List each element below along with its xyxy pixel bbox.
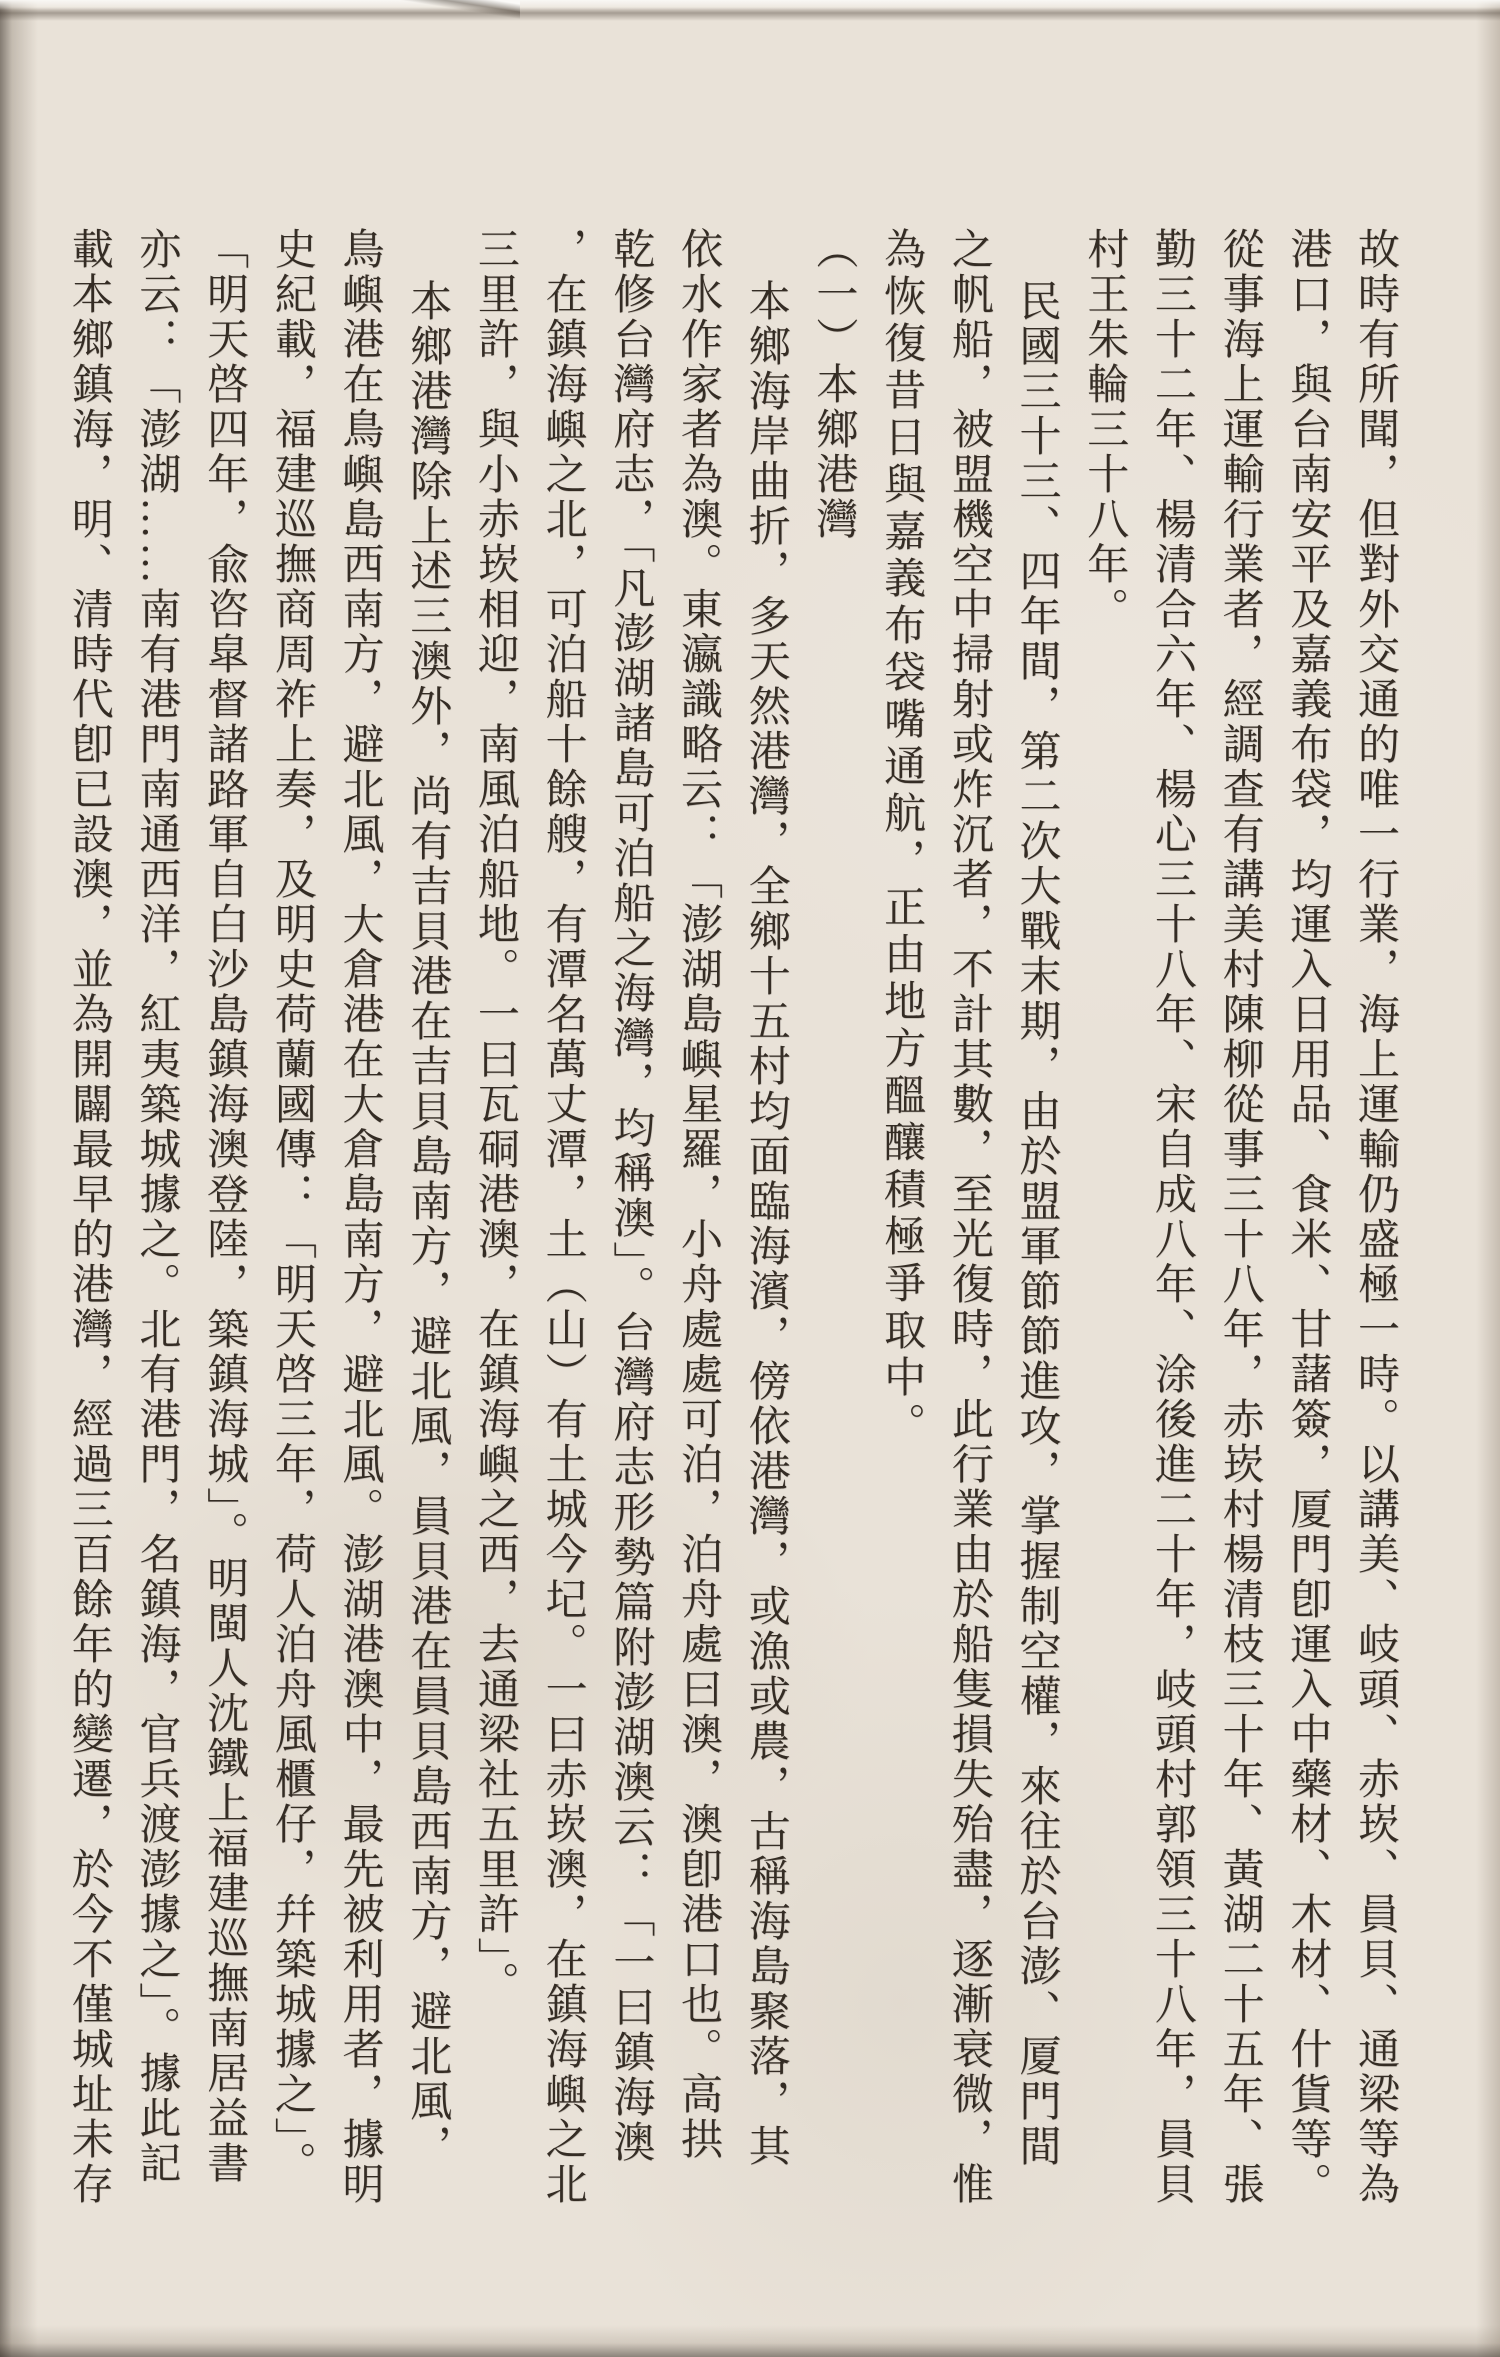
section-heading: （一）本鄉港灣	[810, 227, 857, 542]
text-column-15: 本鄉港灣除上述三澳外，尚有吉貝港在吉貝島南方，避北風，員貝港在員貝島西南方，避北風，	[404, 279, 451, 2169]
text-column-5: 村王朱輪三十八年。	[1081, 227, 1128, 632]
text-column-12: 乾修台灣府志，「凡澎湖諸島可泊船之海灣，均稱澳」。台灣府志形勢篇附澎湖澳云：「一曰鎮海澳	[607, 227, 654, 2165]
text-column-20: 載本鄉鎮海，明、清時代卽已設澳，並為開闢最早的港灣，經過三百餘年的變遷，於今不僅城址未存	[65, 227, 112, 2207]
text-column-10: 本鄉海岸曲折，多天然港灣，全鄉十五村均面臨海濱，傍依港灣，或漁或農，古稱海島聚落，其	[742, 279, 789, 2169]
text-column-6: 民國三十三、四年間，第二次大戰末期，由於盟軍節節進攻，掌握制空權，來往於台澎、厦門間	[1013, 279, 1060, 2169]
text-column-8: 為恢復昔日與嘉義布袋嘴通航，正由地方醞釀積極爭取中。	[878, 227, 925, 1449]
text-column-4: 勤三十二年、楊清合六年、楊心三十八年、宋自成八年、涂後進二十年，岐頭村郭領三十八年，員貝	[1148, 227, 1195, 2207]
text-column-13: ，在鎮海嶼之北，可泊船十餘艘，有潭名萬丈潭，土（山）有土城今圮。一曰赤崁澳，在鎮海嶼之北	[539, 227, 586, 2207]
text-column-19: 亦云：「澎湖……南有港門南通西洋，紅夷築城據之。北有港門，名鎮海，官兵渡澎據之」。據此記	[133, 227, 180, 2186]
text-column-11: 依水作家者為澳。東瀛識略云：「澎湖島嶼星羅，小舟處處可泊，泊舟處曰澳，澳卽港口也。高拱	[675, 227, 721, 2162]
text-column-18: 「明天啓四年，兪咨皐督諸路軍自白沙島鎮海澳登陸，築鎮海城」。明閩人沈鐵上福建巡撫南居益書	[201, 227, 248, 2186]
text-column-1: 故時有所聞，但對外交通的唯一行業，海上運輸仍盛極一時。以講美、岐頭、赤崁、員貝、通梁等為	[1352, 227, 1398, 2207]
text-column-7: 之帆船，被盟機空中掃射或炸沉者，不計其數，至光復時，此行業由於船隻損失殆盡，逐漸衰微，惟	[945, 227, 992, 2207]
text-column-14: 三里許，與小赤崁相迎，南風泊船地。一曰瓦硐港澳，在鎮海嶼之西，去通梁社五里許」。	[471, 227, 518, 2006]
text-column-2: 港口，與台南安平及嘉義布袋，均運入日用品、食米、甘藷簽，厦門卽運入中藥材、木材、什貨等。	[1284, 227, 1331, 2207]
text-column-3: 從事海上運輸行業者，經調查有講美村陳柳從事三十八年，赤崁村楊清枝三十年、黃湖二十五年、張	[1216, 227, 1263, 2207]
text-column-16: 鳥嶼港在鳥嶼島西南方，避北風，大倉港在大倉島南方，避北風。澎湖港澳中，最先被利用者，據明	[336, 227, 383, 2207]
text-column-17: 史紀載，福建巡撫商周祚上奏，及明史荷蘭國傳：「明天啓三年，荷人泊舟風櫃仔，幷築城據之」。	[268, 227, 315, 2186]
